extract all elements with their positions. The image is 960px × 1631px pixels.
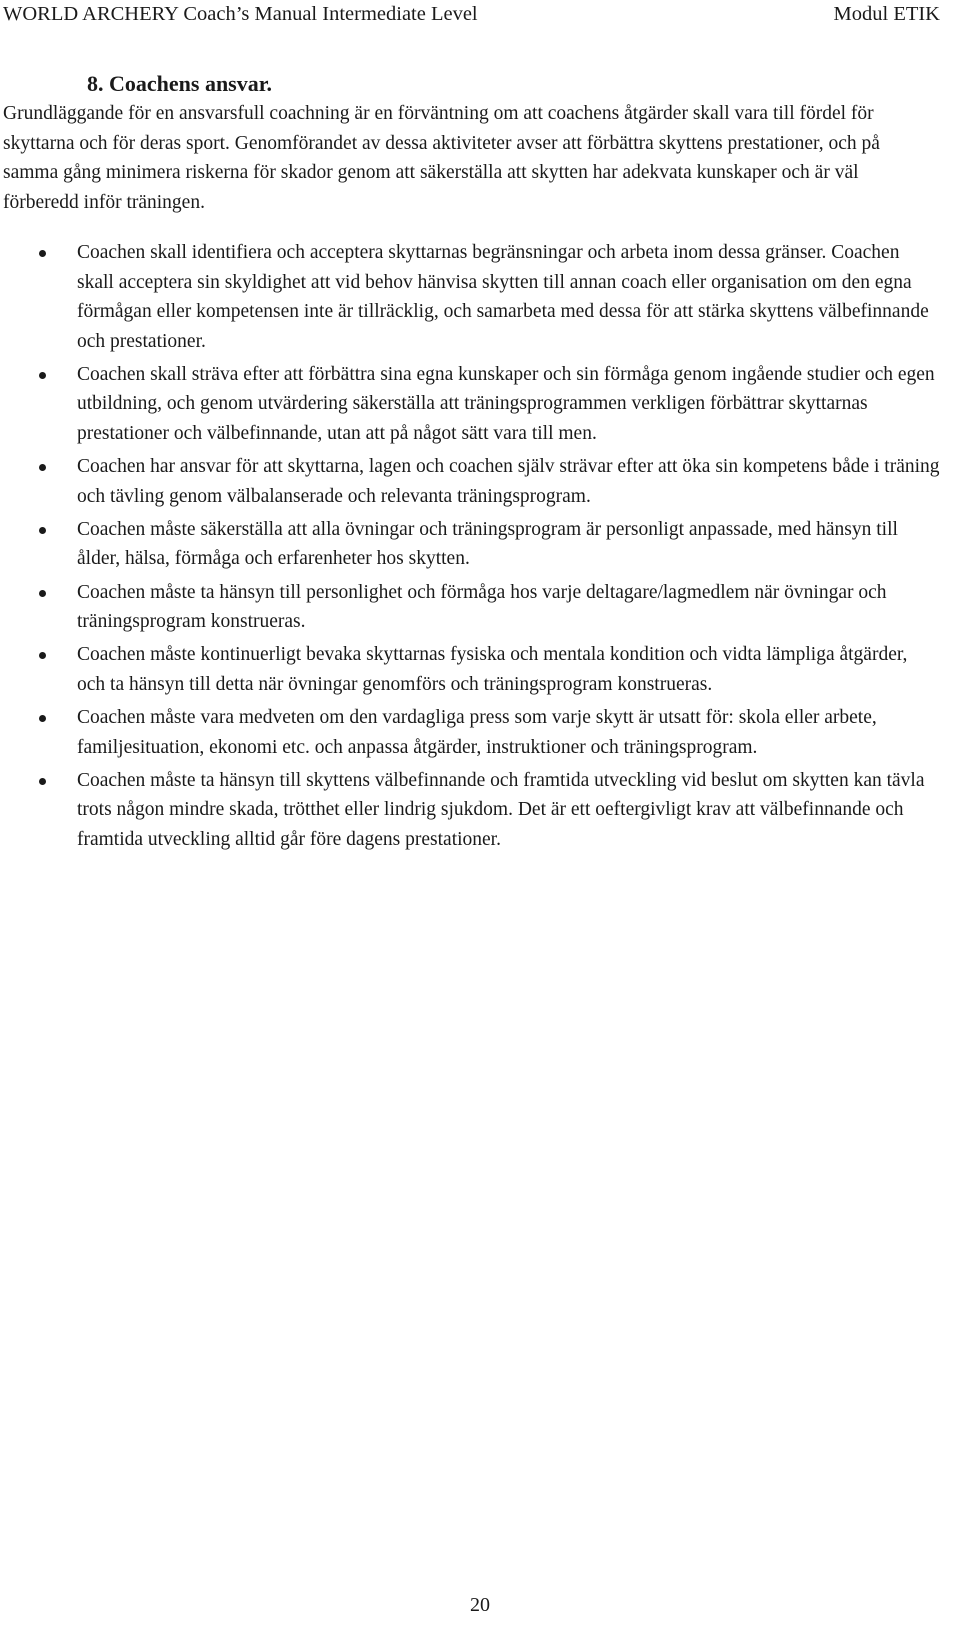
list-item	[0, 640, 940, 699]
header-manual-title: WORLD ARCHERY Coach’s Manual Intermediate Level	[3, 3, 478, 25]
bullet-icon	[39, 372, 46, 379]
list-item-text: Coachen har ansvar för att skyttarna, lagen och coachen själv strävar efter att öka sin kompetens både i träning och tävling genom välbalanserade och relevanta träningsprogram.	[77, 456, 940, 507]
header-module-name: Modul ETIK	[833, 3, 940, 25]
bullet-icon	[39, 778, 46, 785]
list-item	[0, 578, 940, 637]
page-number: 20	[470, 1594, 490, 1616]
list-item-text: Coachen måste säkerställa att alla övningar och träningsprogram är personligt anpassade, med hänsyn till ålder, hälsa, förmåga och erfarenheter hos skytten.	[77, 518, 898, 570]
list-item	[0, 703, 940, 762]
list-item	[0, 452, 940, 511]
bullet-icon	[39, 590, 46, 597]
list-item	[0, 515, 940, 574]
bullet-icon	[39, 527, 46, 534]
list-item-text: Coachen måste vara medveten om den vardagliga press som varje skytt är utsatt för: skola eller arbete, familjesituation, ekonomi etc. och anpassa åtgärder, instruktioner och träningsprogram.	[77, 706, 877, 758]
list-item-text: Coachen skall sträva efter att förbättra sina egna kunskaper och sin förmåga genom ingående studier och egen utbildning, och genom utvärdering säkerställa att träningsprogrammen verkligen förbättrar skyttarnas prestationer och välbefinnande, utan att på något sätt vara till men.	[77, 363, 935, 445]
list-item-text: Coachen måste ta hänsyn till skyttens välbefinnande och framtida utveckling vid beslut om skytten kan tävla trots någon mindre skada, trötthet eller lindrig sjukdom. Det är ett oeftergivligt krav att välbefinnande och framtida utveckling alltid går före dagens prestationer.	[77, 769, 925, 850]
list-item	[0, 766, 940, 855]
bullet-icon	[39, 464, 46, 471]
bullet-icon	[39, 652, 46, 659]
responsibility-list	[0, 238, 940, 858]
bullet-icon	[39, 250, 46, 257]
section-title: 8. Coachens ansvar.	[87, 71, 272, 96]
bullet-icon	[39, 715, 46, 722]
list-item-text: Coachen måste kontinuerligt bevaka skyttarnas fysiska och mentala kondition och vidta lämpliga åtgärder, och ta hänsyn till detta när övningar genomförs och träningsprogram konstrueras.	[77, 644, 908, 695]
intro-paragraph: Grundläggande för en ansvarsfull coachning är en förväntning om att coachens åtgärder skall vara till fördel för skyttarna och för deras sport. Genomförandet av dessa aktiviteter avser att förbättra skyttens prestationer, och på samma gång minimera riskerna för skador genom att säkerställa att skytten har adekvata kunskaper och är väl förberedd inför träningen.	[3, 103, 880, 213]
list-item	[0, 238, 940, 356]
list-item	[0, 360, 940, 449]
page-header	[3, 2, 940, 28]
list-item-text: Coachen måste ta hänsyn till personlighet och förmåga hos varje deltagare/lagmedlem när övningar och träningsprogram konstrueras.	[77, 581, 887, 633]
list-item-text: Coachen skall identifiera och acceptera skyttarnas begränsningar och arbeta inom dessa gränser. Coachen skall acceptera sin skyldighet att vid behov hänvisa skytten till annan coach eller organisation om den egna förmågan eller kompetensen inte är tillräcklig, och samarbeta med dessa för att stärka skyttens välbefinnande och prestationer.	[77, 242, 929, 352]
